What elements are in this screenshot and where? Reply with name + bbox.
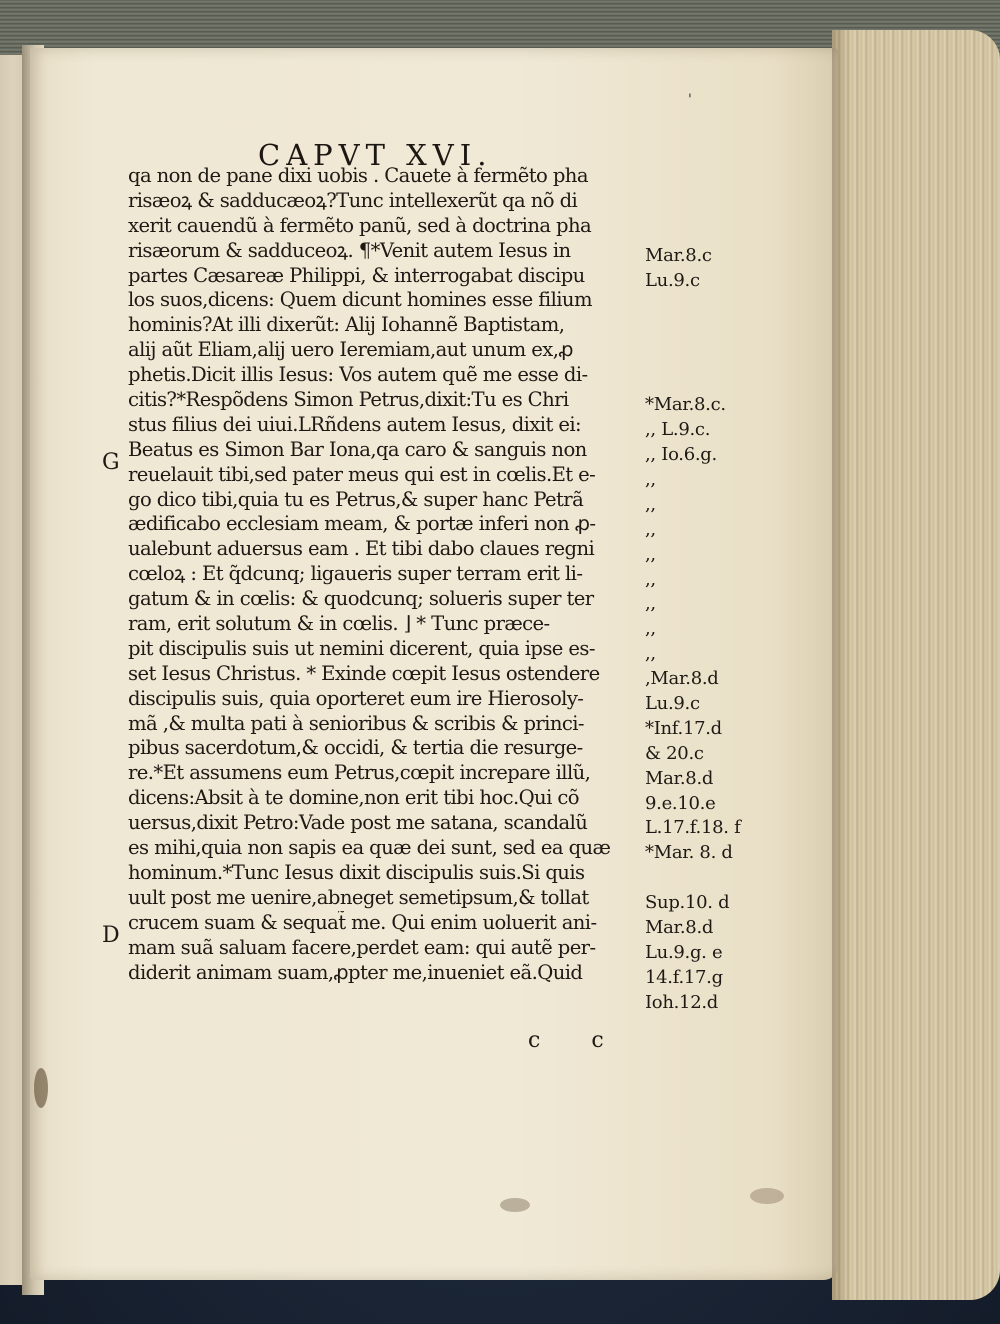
margin-note: 9.e.10.e <box>645 792 716 814</box>
fore-edge-shadow <box>832 30 850 1300</box>
text-line: pit discipulis suis ut nemini dicerent, quia ipse es- <box>128 636 595 660</box>
margin-note: ,, <box>645 518 656 540</box>
text-line: uersus,dixit Petro:Vade post me satana, scandalũ <box>128 811 588 835</box>
fore-edge <box>832 30 1000 1300</box>
text-line: reuelauit tibi,sed pater meus qui est in cœlis.Et e- <box>128 462 596 486</box>
margin-note <box>645 319 765 344</box>
margin-note: ,, L.9.c. <box>645 419 711 441</box>
section-letter-g: G <box>102 450 120 475</box>
margin-note: *Mar. 8. d <box>645 842 733 864</box>
section-letter-d: D <box>102 923 120 948</box>
text-line: phetis.Dicit illis Iesus: Vos autem quẽ me esse di- <box>128 363 588 387</box>
text-line: hominum.*Tunc Iesus dixit discipulis suis.Si quis <box>128 860 585 884</box>
margin-note: ,, Io.6.g. <box>645 444 717 466</box>
margin-note: Lu.9.c <box>645 693 700 715</box>
margin-note: ,, <box>645 568 656 590</box>
text-line: dicens:Absit à te domine,non erit tibi hoc.Qui cõ <box>128 786 579 810</box>
text-line: risæoꝝ & sadducæoꝝ?Tunc intellexerũt qa nõ di <box>128 188 578 212</box>
text-line: ualebunt aduersus eam . Et tibi dabo claues regni <box>128 537 595 561</box>
text-line: alij aũt Eliam,alij uero Ieremiam,aut unum ex,ꝓ <box>128 338 573 362</box>
text-line: xerit cauendũ à fermẽto panũ, sed à doctrina pha <box>128 213 592 237</box>
text-line: risæorum & sadduceoꝝ. ¶*Venit autem Iesus in <box>128 238 571 262</box>
text-line: ram, erit solutum & in cœlis. ⌋ * Tunc præce- <box>128 612 550 636</box>
margin-note: ,, <box>645 643 656 665</box>
margin-note: Mar.8.c <box>645 245 712 266</box>
margin-note: Mar.8.d <box>645 917 714 939</box>
margin-note: 14.f.17.g <box>645 966 723 988</box>
margin-note: Sup.10. d <box>645 892 730 914</box>
text-line: cœloꝝ : Et q̃dcunq; ligaueris super terram erit li- <box>128 562 583 586</box>
text-line: pibus sacerdotum,& occidi, & tertia die resurge- <box>128 736 583 760</box>
text-line: discipulis suis, quia oporteret eum ire Hierosoly- <box>128 686 584 710</box>
text-line: mã ,& multa pati à senioribus & scribis & princi- <box>128 711 584 735</box>
text-line: uult post me uenire,abneget semetipsum,& tollat <box>128 885 589 909</box>
margin-note: Lu.9.g. e <box>645 941 723 963</box>
margin-note: *Inf.17.d <box>645 717 722 739</box>
text-line: go dico tibi,quia tu es Petrus,& super hanc Petrã <box>128 487 584 511</box>
text-line: crucem suam & sequat̃ me. Qui enim uoluerit ani- <box>128 910 597 934</box>
page-mark: ' <box>688 92 692 108</box>
text-line: qa non de pane dixi uobis . Cauete à fermẽto pha <box>128 164 588 187</box>
text-line: los suos,dicens: Quem dicunt homines esse filium <box>128 288 592 312</box>
margin-note: ,, <box>645 469 656 491</box>
margin-note: & 20.c <box>645 742 704 764</box>
text-line: stus filius dei uiui.LRñdens autem Iesus, dixit ei: <box>128 412 582 436</box>
text-line: hominis?At illi dixerũt: Alij Iohannẽ Baptistam, <box>128 313 565 337</box>
text-line: diderit animam suam,ꝓpter me,inueniet eã.Quid <box>128 960 583 984</box>
text-line: re.*Et assumens eum Petrus,cœpit increpare illũ, <box>128 761 591 785</box>
margin-note: Ioh.12.d <box>645 991 719 1013</box>
text-line: citis?*Respõdens Simon Petrus,dixit:Tu es Chri <box>128 388 569 412</box>
margin-note: Mar.8.d <box>645 767 714 789</box>
signature-mark: c c <box>528 1028 626 1053</box>
margin-note: Lu.9.c <box>645 269 700 291</box>
margin-references <box>645 244 765 1016</box>
margin-note: ,, <box>645 543 656 565</box>
margin-note: ,, <box>645 493 656 515</box>
text-line: mam suã saluam facere,perdet eam: qui autẽ per- <box>128 935 596 959</box>
margin-note <box>645 294 765 319</box>
text-line: partes Cæsareæ Philippi, & interrogabat discipu <box>128 263 585 287</box>
text-line: set Iesus Christus. * Exinde cœpit Iesus ostendere <box>128 661 600 685</box>
margin-note: ,, <box>645 593 656 615</box>
margin-note <box>645 368 765 393</box>
main-text <box>128 164 648 985</box>
text-line: Beatus es Simon Bar Iona,qa caro & sanguis non <box>128 437 587 461</box>
margin-note: L.17.f.18. f <box>645 817 741 839</box>
margin-note <box>645 866 765 891</box>
page-header: CAPVT XVI. <box>258 138 493 172</box>
text-line: es mihi,quia non sapis ea quæ dei sunt, sed ea quæ <box>128 836 611 860</box>
text-line: gatum & in cœlis: & quodcunq; solueris super ter <box>128 587 594 611</box>
margin-note <box>645 344 765 369</box>
margin-note: *Mar.8.c. <box>645 394 726 416</box>
margin-note: ,Mar.8.d <box>645 668 719 690</box>
text-line: ædificabo ecclesiam meam, & portæ inferi non ꝓ- <box>128 512 596 536</box>
margin-note: ,, <box>645 618 656 640</box>
